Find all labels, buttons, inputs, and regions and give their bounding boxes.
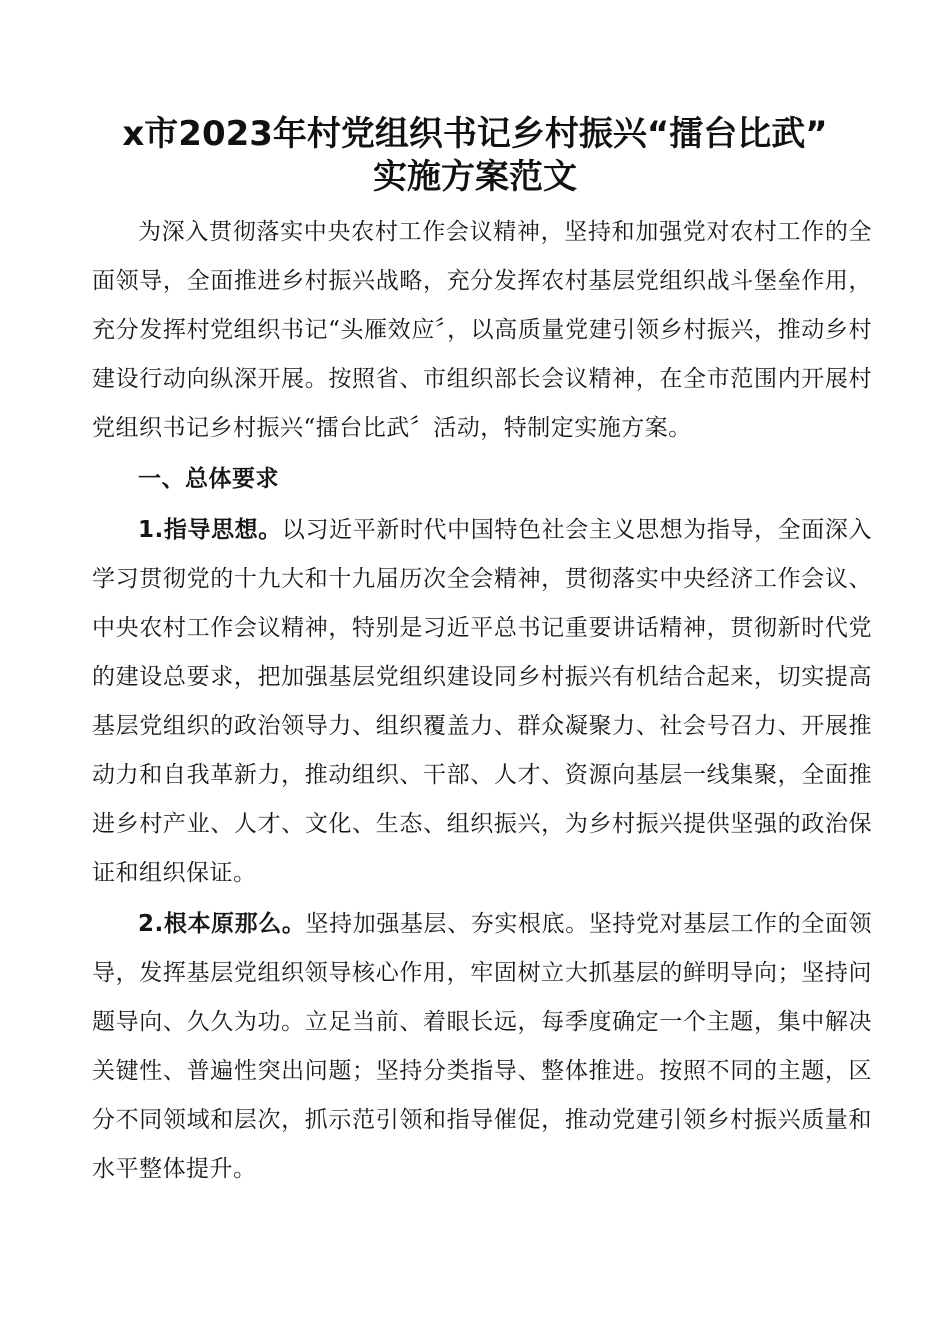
paragraph-lead-guiding-ideology: 1.指导思想。 [138,517,282,543]
section-heading-overall-requirements: 一、总体要求 [138,466,279,492]
intro-paragraph: 为深入贯彻落实中央农村工作会议精神，坚持和加强党对农村工作的全面领导，全面推进乡村振兴战略，充分发挥农村基层党组织战斗堡垒作用，充分发挥村党组织书记“头雁效应〞，以高质量党建引领乡村振兴，推动乡村建设行动向纵深开展。按照省、市组织部长会议精神，在全市范围内开展村党组织书记乡村振兴“擂台比武〞活动，特制定实施方案。 [92,219,872,441]
paragraph-text-guiding-ideology: 以习近平新时代中国特色社会主义思想为指导，全面深入学习贯彻党的十九大和十九届历次全会精神，贯彻落实中央经济工作会议、中央农村工作会议精神，特别是习近平总书记重要讲话精神，贯彻新时代党的建设总要求，把加强基层党组织建设同乡村振兴有机结合起来，切实提高基层党组织的政治领导力、组织覆盖力、群众凝聚力、社会号召力、开展推动力和自我革新力，推动组织、干部、人才、资源向基层一线集聚，全面推进乡村产业、人才、文化、生态、组织振兴，为乡村振兴提供坚强的政治保证和组织保证。 [92,517,873,886]
document-body [92,208,872,1194]
document-title-line-1: x市2023年村党组织书记乡村振兴“擂台比武” [122,114,828,154]
document-title-line-2: 实施方案范文 [373,157,577,197]
paragraph-text-basic-principles: 坚持加强基层、夯实根底。坚持党对基层工作的全面领导，发挥基层党组织领导核心作用，牢固树立大抓基层的鲜明导向；坚持问题导向、久久为功。立足当前、着眼长远，每季度确定一个主题，集中解决关键性、普遍性突出问题；坚持分类指导、整体推进。按照不同的主题，区分不同领域和层次，抓示范引领和指导催促，推动党建引领乡村振兴质量和水平整体提升。 [92,911,872,1182]
paragraph-basic-principles [92,900,872,1194]
paragraph-guiding-ideology [92,506,872,898]
paragraph-lead-basic-principles: 2.根本原那么。 [138,911,306,937]
